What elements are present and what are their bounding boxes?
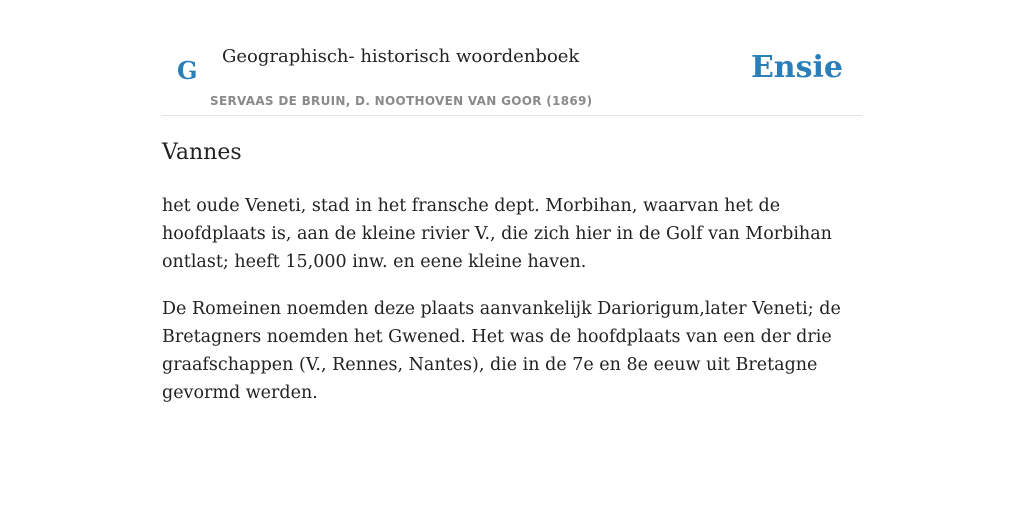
entry-paragraph: De Romeinen noemden deze plaats aanvankelijk Dariorigum,later Veneti; de Bretagners noemden het Gwened. Het was de hoofdplaats van een der drie graafschappen (V., Rennes, Nantes), die in de 7e en 8e eeuw uit Bretagne gevormd werden.: [162, 299, 841, 403]
book-title-link[interactable]: Geographisch- historisch woordenboek: [222, 46, 580, 67]
entry-body: [162, 192, 862, 426]
entry-title: Vannes: [162, 140, 242, 165]
book-logo-icon[interactable]: G: [177, 56, 198, 85]
page-header: [162, 0, 862, 116]
page-container: [162, 0, 862, 403]
ensie-logo-link[interactable]: Ensie: [750, 50, 843, 85]
book-authors: SERVAAS DE BRUIN, D. NOOTHOVEN VAN GOOR (1869): [210, 94, 593, 108]
entry-paragraph: het oude Veneti, stad in het fransche dept. Morbihan, waarvan het de hoofdplaats is, aan de kleine rivier V., die zich hier in de Golf van Morbihan ontlast; heeft 15,000 inw. en eene kleine haven.: [162, 196, 832, 272]
